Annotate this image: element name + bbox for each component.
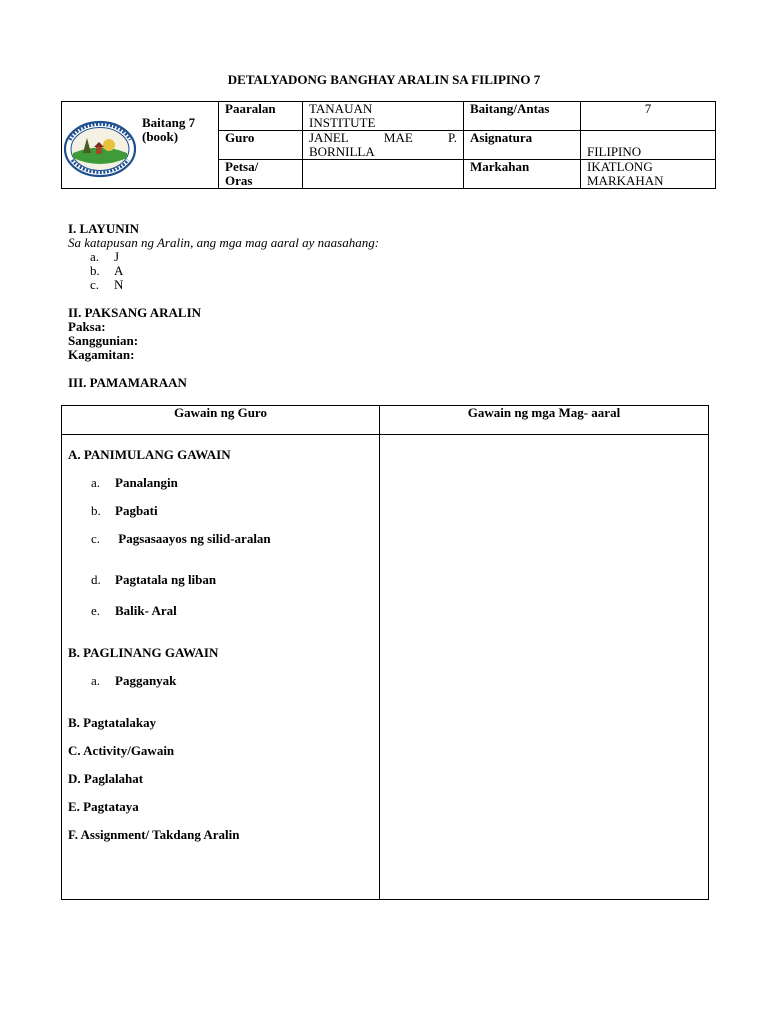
activity-step: e. Balik- Aral [91,603,177,618]
procedure-step: F. Assignment/ Takdang Aralin [68,827,240,842]
procedure-step: D. Paglalahat [68,771,144,786]
procedure-heading: III. PAMAMARAAN [68,375,187,390]
date-label: Petsa/ Oras [219,160,303,189]
procedure-step: B. Pagtatalakay [68,715,157,730]
activity-step: c. Pagsasaayos ng silid-aralan [91,531,271,546]
objective-item: c. N [90,277,124,292]
procedure-table [61,405,709,900]
activity-step: b. Pagbati [91,503,158,518]
activity-step: d. Pagtatala ng liban [91,572,217,587]
topic-label: Paksa: [68,319,106,334]
grade-level-value: 7 [581,102,716,131]
date-value [303,160,464,189]
teacher-column-header: Gawain ng Guro [62,406,379,435]
student-column-header: Gawain ng mga Mag- aaral [380,406,708,435]
header-table [61,101,716,189]
grade-label: Baitang 7 (book) [142,115,196,144]
intro-activity-heading: A. PANIMULANG GAWAIN [68,447,231,462]
logo-cell [62,102,219,189]
reference-label: Sanggunian: [68,333,139,348]
subject-value: FILIPINO [581,131,716,160]
subject-matter-heading: II. PAKSANG ARALIN [68,305,202,320]
activity-step: a. Pagganyak [91,673,177,688]
objective-item: a. J [90,249,120,264]
subject-label: Asignatura [464,131,581,160]
quarter-label: Markahan [464,160,581,189]
column-divider [379,406,380,899]
page-title: DETALYADONG BANGHAY ARALIN SA FILIPINO 7 [227,72,541,87]
teacher-label: Guro [219,131,303,160]
school-label: Paaralan [219,102,303,131]
grade-level-label: Baitang/Antas [464,102,581,131]
objective-item: b. A [90,263,124,278]
materials-label: Kagamitan: [68,347,135,362]
procedure-step: E. Pagtataya [68,799,139,814]
quarter-value: IKATLONG MARKAHAN [581,160,716,189]
teacher-value: JANEL MAE P. BORNILLA [303,131,464,160]
activity-step: a. Panalangin [91,475,178,490]
school-value: TANAUAN INSTITUTE [303,102,464,131]
procedure-step: C. Activity/Gawain [68,743,175,758]
objectives-intro: Sa katapusan ng Aralin, ang mga mag aaral ay naasahang: [68,235,380,250]
development-activity-heading: B. PAGLINANG GAWAIN [68,645,219,660]
objectives-heading: I. LAYUNIN [68,221,140,236]
school-seal-icon [63,120,137,178]
